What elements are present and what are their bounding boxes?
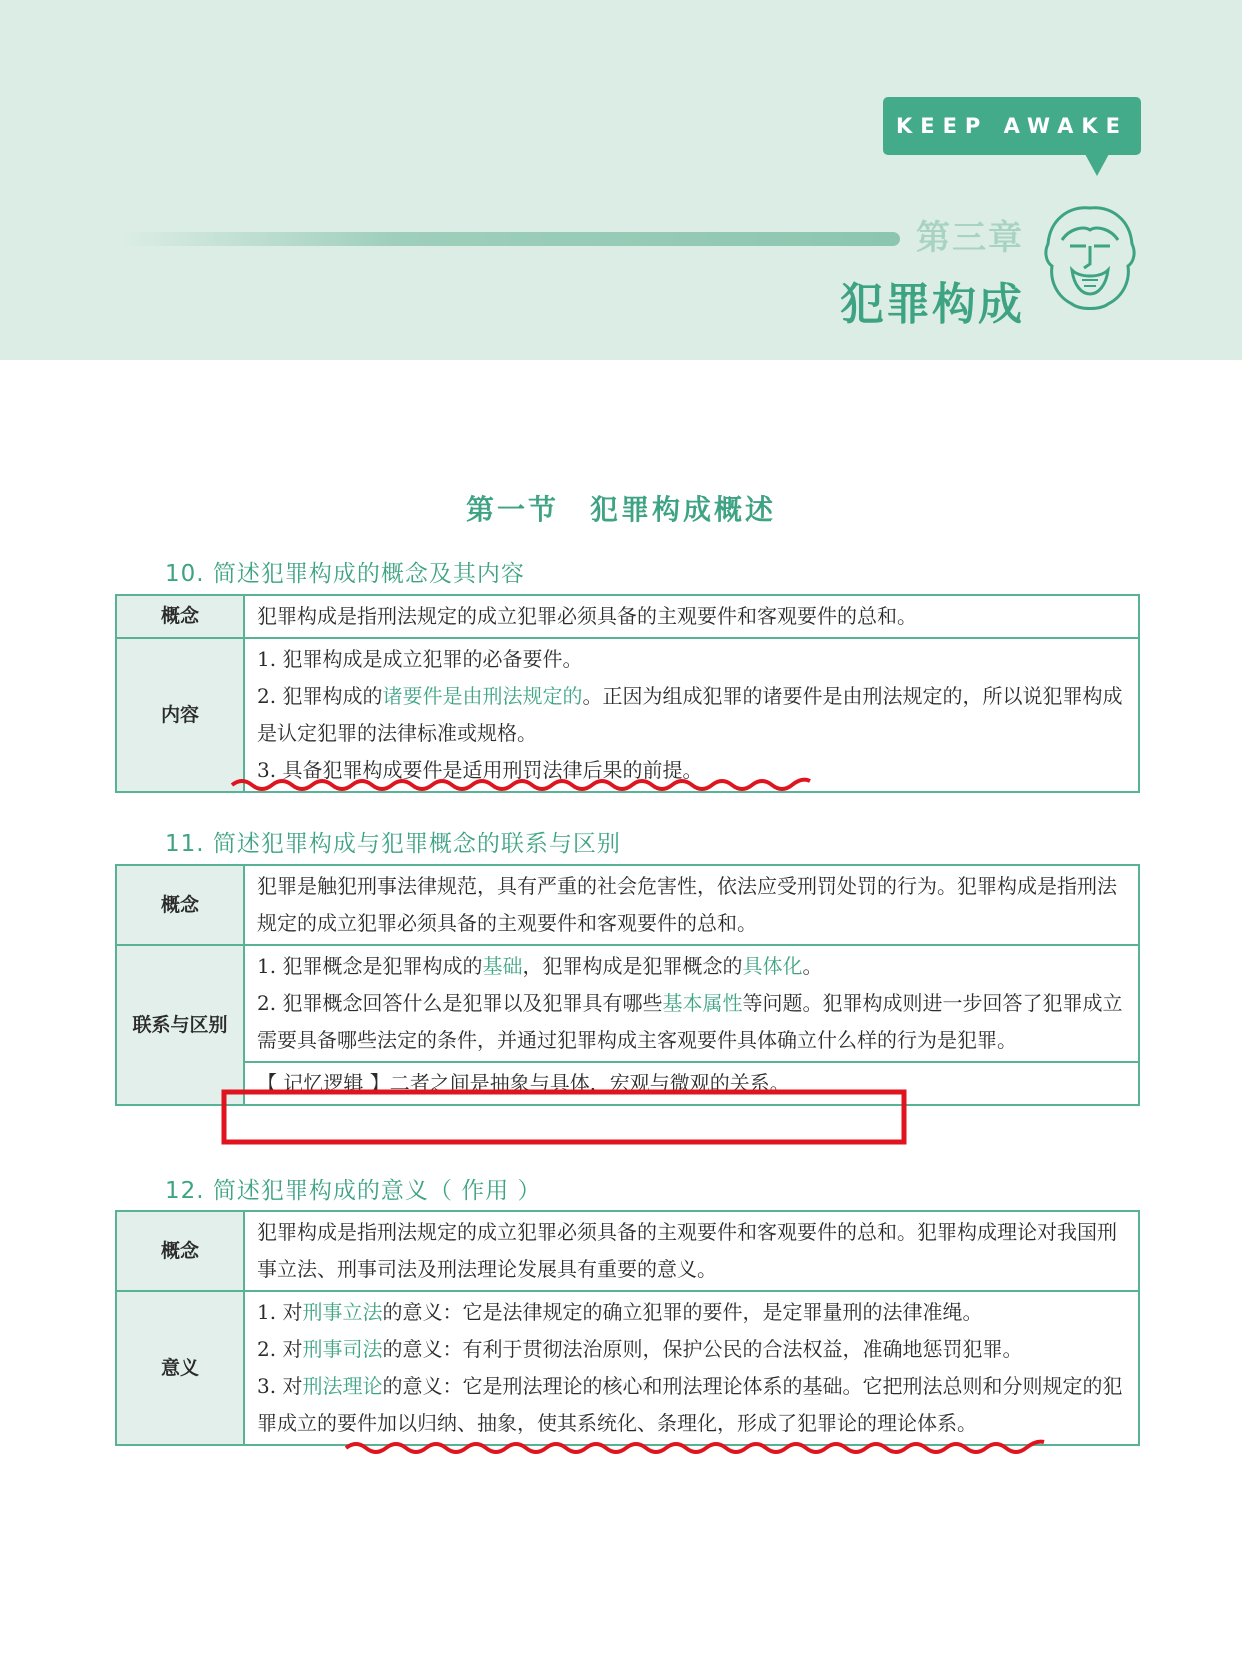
question-11-title: 11. 简述犯罪构成与犯罪概念的联系与区别 [165, 831, 621, 857]
chapter-number: 第三章 [916, 218, 1024, 258]
table-row [116, 1062, 1139, 1105]
table-row [116, 865, 1139, 945]
row-content [244, 638, 1139, 792]
row-label: 联系与区别 [116, 945, 244, 1105]
row-content: 犯罪是触犯刑事法律规范，具有严重的社会危害性，依法应受刑罚处罚的行为。犯罪构成是指刑法规定的成立犯罪必须具备的主观要件和客观要件的总和。 [244, 865, 1139, 945]
table-row [116, 1211, 1139, 1291]
banner-decorative-line [120, 232, 900, 246]
badge-tail [1085, 154, 1109, 176]
list-item: 2. 对刑事司法的意义：有利于贯彻法治原则，保护公民的合法权益，准确地惩罚犯罪。 [257, 1337, 1023, 1361]
list-item: 1. 犯罪构成是成立犯罪的必备要件。 [257, 647, 583, 671]
row-label: 概念 [116, 1211, 244, 1291]
table-row [116, 638, 1139, 792]
question-10-table [115, 594, 1140, 793]
list-item: 1. 犯罪概念是犯罪构成的基础，犯罪构成是犯罪概念的具体化。 [257, 954, 823, 978]
philosopher-face-icon [1040, 200, 1140, 320]
row-label: 概念 [116, 865, 244, 945]
chapter-title: 犯罪构成 [840, 279, 1024, 330]
list-item: 3. 具备犯罪构成要件是适用刑罚法律后果的前提。 [257, 758, 703, 782]
question-10-title: 10. 简述犯罪构成的概念及其内容 [165, 561, 525, 587]
table-row [116, 595, 1139, 638]
list-item: 2. 犯罪构成的诸要件是由刑法规定的。正因为组成犯罪的诸要件是由刑法规定的，所以说犯罪构成是认定犯罪的法律标准或规格。 [257, 684, 1123, 745]
row-content [244, 945, 1139, 1062]
row-content: 犯罪构成是指刑法规定的成立犯罪必须具备的主观要件和客观要件的总和。犯罪构成理论对我国刑事立法、刑事司法及刑法理论发展具有重要的意义。 [244, 1211, 1139, 1291]
list-item: 2. 犯罪概念回答什么是犯罪以及犯罪具有哪些基本属性等问题。犯罪构成则进一步回答了犯罪成立需要具备哪些法定的条件，并通过犯罪构成主客观要件具体确立什么样的行为是犯罪。 [257, 991, 1123, 1052]
list-item: 3. 对刑法理论的意义：它是刑法理论的核心和刑法理论体系的基础。它把刑法总则和分则规定的犯罪成立的要件加以归纳、抽象，使其系统化、条理化，形成了犯罪论的理论体系。 [257, 1374, 1123, 1435]
memory-logic-note: 【 记忆逻辑 】二者之间是抽象与具体，宏观与微观的关系。 [244, 1062, 1139, 1105]
list-item: 1. 对刑事立法的意义：它是法律规定的确立犯罪的要件，是定罪量刑的法律准绳。 [257, 1300, 983, 1324]
row-label: 内容 [116, 638, 244, 792]
question-11-table [115, 864, 1140, 1106]
row-label: 意义 [116, 1291, 244, 1445]
row-label: 概念 [116, 595, 244, 638]
table-row [116, 1291, 1139, 1445]
keep-awake-badge: KEEP AWAKE [883, 97, 1141, 155]
section-title: 第一节 犯罪构成概述 [465, 493, 776, 526]
row-content: 犯罪构成是指刑法规定的成立犯罪必须具备的主观要件和客观要件的总和。 [244, 595, 1139, 638]
row-content [244, 1291, 1139, 1445]
question-12-title: 12. 简述犯罪构成的意义（ 作用 ） [165, 1178, 542, 1204]
question-12-table [115, 1210, 1140, 1446]
table-row [116, 945, 1139, 1062]
